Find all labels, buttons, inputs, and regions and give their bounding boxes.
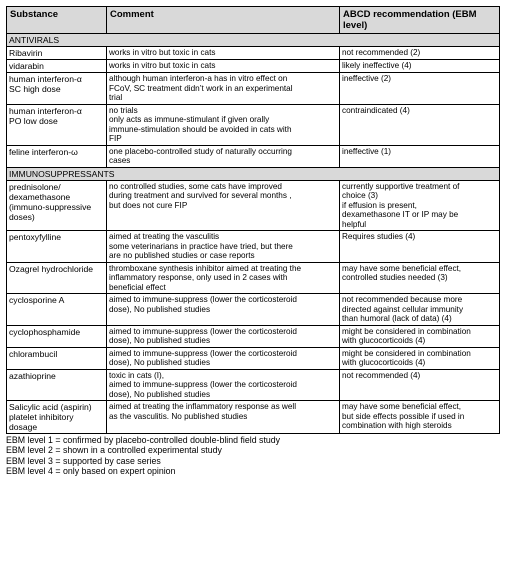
cell-line: but does not cure FIP <box>109 200 188 210</box>
cell-line: choice (3) <box>342 191 378 200</box>
cell-line: are no published studies or case reports <box>109 251 255 260</box>
cell-line: works in vitro but toxic in cats <box>109 48 216 57</box>
recommendation-cell <box>340 104 500 145</box>
cell-line: might be considered in combination <box>342 348 471 358</box>
table-row <box>7 180 500 231</box>
cell-line: trial <box>109 93 123 102</box>
cell-line: combination with high steroids <box>342 421 452 430</box>
cell-line: feline interferon-ω <box>9 146 78 157</box>
cell-line: may have some beneficial effect, <box>342 402 462 411</box>
cell-line: PO low dose <box>9 115 58 126</box>
cell-line: directed against cellular immunity <box>342 304 464 314</box>
substance-cell <box>7 294 107 326</box>
cell-line: aimed to immune-suppress (lower the corticosteroid <box>109 326 297 336</box>
cell-line: azathioprine <box>9 370 56 381</box>
substance-cell <box>7 60 107 73</box>
substance-cell <box>7 401 107 434</box>
substance-cell <box>7 231 107 263</box>
recommendation-cell <box>340 401 500 434</box>
cell-line: doses) <box>9 211 35 222</box>
cell-line: likely ineffective (4) <box>342 61 412 70</box>
cell-line: currently supportive treatment of <box>342 181 460 191</box>
legend-line: EBM level 1 = confirmed by placebo-controlled double-blind field study <box>6 435 281 445</box>
table-row <box>7 262 500 294</box>
recommendation-cell <box>340 325 500 347</box>
cell-line: vidarabin <box>9 61 44 71</box>
cell-line: but side effects possible if used in <box>342 411 465 421</box>
cell-line: dose), No published studies <box>109 358 211 367</box>
recommendation-table <box>6 6 500 434</box>
substance-cell <box>7 180 107 231</box>
cell-line: Salicylic acid (aspirin) <box>9 402 92 412</box>
cell-line: Ozagrel hydrochloride <box>9 263 94 274</box>
cell-line: dexamethasone <box>9 191 71 202</box>
section-row <box>7 34 500 47</box>
table-body <box>7 34 500 434</box>
substance-cell <box>7 104 107 145</box>
cell-line: chlorambucil <box>9 348 58 359</box>
recommendation-cell <box>340 347 500 369</box>
cell-line: controlled studies needed (3) <box>342 273 448 282</box>
legend-line: EBM level 3 = supported by case series <box>6 455 161 466</box>
comment-cell <box>107 231 340 263</box>
cell-line: SC high dose <box>9 84 61 94</box>
cell-line: although human interferon-a has in vitro effect on <box>109 74 288 83</box>
header-recommendation: ABCD recommendation (EBM level) <box>340 7 500 34</box>
cell-line: aimed to immune-suppress (lower the corticosteroid <box>109 295 297 304</box>
comment-cell <box>107 73 340 105</box>
cell-line: cases <box>109 156 131 165</box>
cell-line: if effusion is present, <box>342 200 417 210</box>
document <box>6 6 499 476</box>
table-row <box>7 73 500 105</box>
cell-line: beneficial effect <box>109 282 166 292</box>
recommendation-cell <box>340 369 500 401</box>
substance-cell <box>7 347 107 369</box>
comment-cell <box>107 60 340 73</box>
cell-line: some veterinarians in practice have tried, but there <box>109 241 293 251</box>
table-row <box>7 231 500 263</box>
table-row <box>7 294 500 326</box>
cell-line: one placebo-controlled study of naturally occurring <box>109 146 292 156</box>
header-row <box>7 7 500 34</box>
cell-line: Requires studies (4) <box>342 232 416 241</box>
cell-line: cyclosporine A <box>9 295 65 305</box>
table-row <box>7 47 500 60</box>
header-comment: Comment <box>107 7 340 34</box>
cell-line: Ribavirin <box>9 48 43 58</box>
cell-line: platelet inhibitory <box>9 412 74 422</box>
cell-line: may have some beneficial effect, <box>342 263 462 273</box>
cell-line: aimed at treating the vasculitis <box>109 232 220 241</box>
recommendation-cell <box>340 73 500 105</box>
cell-line: FCoV, SC treatment didn’t work in an experimental <box>109 83 293 93</box>
table-row <box>7 325 500 347</box>
cell-line: only acts as immune-stimulant if given orally <box>109 115 270 124</box>
header-substance: Substance <box>7 7 107 34</box>
cell-line: dose), No published studies <box>109 389 211 399</box>
table-row <box>7 145 500 167</box>
substance-cell <box>7 369 107 401</box>
substance-cell <box>7 145 107 167</box>
comment-cell <box>107 47 340 60</box>
cell-line: with glucocorticoids (4) <box>342 358 426 367</box>
cell-line: dosage <box>9 422 38 432</box>
comment-cell <box>107 180 340 231</box>
cell-line: dose), No published studies <box>109 304 211 314</box>
recommendation-cell <box>340 294 500 326</box>
cell-line: no controlled studies, some cats have improved <box>109 181 282 191</box>
substance-cell <box>7 325 107 347</box>
comment-cell <box>107 347 340 369</box>
comment-cell <box>107 325 340 347</box>
cell-line: cyclophosphamide <box>9 326 81 337</box>
cell-line: with glucocorticoids (4) <box>342 336 426 345</box>
legend-line: EBM level 4 = only based on expert opinion <box>6 465 176 476</box>
cell-line: (immuno-suppressive <box>9 201 92 212</box>
table-row <box>7 60 500 73</box>
cell-line: dexamethasone IT or IP may be <box>342 210 459 219</box>
cell-line: might be considered in combination <box>342 326 471 336</box>
cell-line: aimed at treating the inflammatory response as well <box>109 402 297 411</box>
comment-cell <box>107 262 340 294</box>
table-row <box>7 104 500 145</box>
comment-cell <box>107 104 340 145</box>
cell-line: helpful <box>342 219 367 229</box>
recommendation-cell <box>340 262 500 294</box>
cell-line: no trials <box>109 105 138 115</box>
recommendation-cell <box>340 180 500 231</box>
cell-line: dose), No published studies <box>109 336 211 345</box>
recommendation-cell <box>340 145 500 167</box>
section-title: IMMUNOSUPPRESSANTS <box>7 167 500 180</box>
cell-line: thromboxane synthesis inhibitor aimed at treating the <box>109 263 302 273</box>
recommendation-cell <box>340 231 500 263</box>
cell-line: works in vitro but toxic in cats <box>109 61 216 70</box>
legend-line: EBM level 2 = shown in a controlled experimental study <box>6 445 222 456</box>
cell-line: toxic in cats (I), <box>109 370 165 380</box>
comment-cell <box>107 294 340 326</box>
substance-cell <box>7 73 107 105</box>
cell-line: ineffective (1) <box>342 146 391 156</box>
cell-line: aimed to immune-suppress (lower the corticosteroid <box>109 348 297 358</box>
section-row <box>7 167 500 180</box>
cell-line: immune-stimulation should be avoided in cats with <box>109 124 292 134</box>
section-title: ANTIVIRALS <box>7 34 500 47</box>
cell-line: ineffective (2) <box>342 74 391 83</box>
cell-line: FIP <box>109 134 122 143</box>
cell-line: not recommended (4) <box>342 370 421 380</box>
cell-line: not recommended because more <box>342 295 463 304</box>
substance-cell <box>7 47 107 60</box>
cell-line: human interferon-α <box>9 74 82 84</box>
cell-line: than humoral (lack of data) (4) <box>342 314 452 323</box>
cell-line: human interferon-α <box>9 105 82 116</box>
cell-line: pentoxyfylline <box>9 232 62 242</box>
recommendation-cell <box>340 47 500 60</box>
recommendation-cell <box>340 60 500 73</box>
substance-cell <box>7 262 107 294</box>
cell-line: during treatment and survived for several months , <box>109 191 292 200</box>
table-row <box>7 369 500 401</box>
ebm-legend <box>6 435 499 476</box>
cell-line: inflammatory response, only used in 2 cases with <box>109 273 288 282</box>
cell-line: not recommended (2) <box>342 48 421 57</box>
comment-cell <box>107 369 340 401</box>
cell-line: prednisolone/ <box>9 181 61 192</box>
comment-cell <box>107 401 340 434</box>
cell-line: as the vasculitis. No published studies <box>109 411 248 421</box>
cell-line: aimed to immune-suppress (lower the corticosteroid <box>109 380 297 389</box>
table-row <box>7 401 500 434</box>
cell-line: contraindicated (4) <box>342 105 410 115</box>
comment-cell <box>107 145 340 167</box>
table-row <box>7 347 500 369</box>
